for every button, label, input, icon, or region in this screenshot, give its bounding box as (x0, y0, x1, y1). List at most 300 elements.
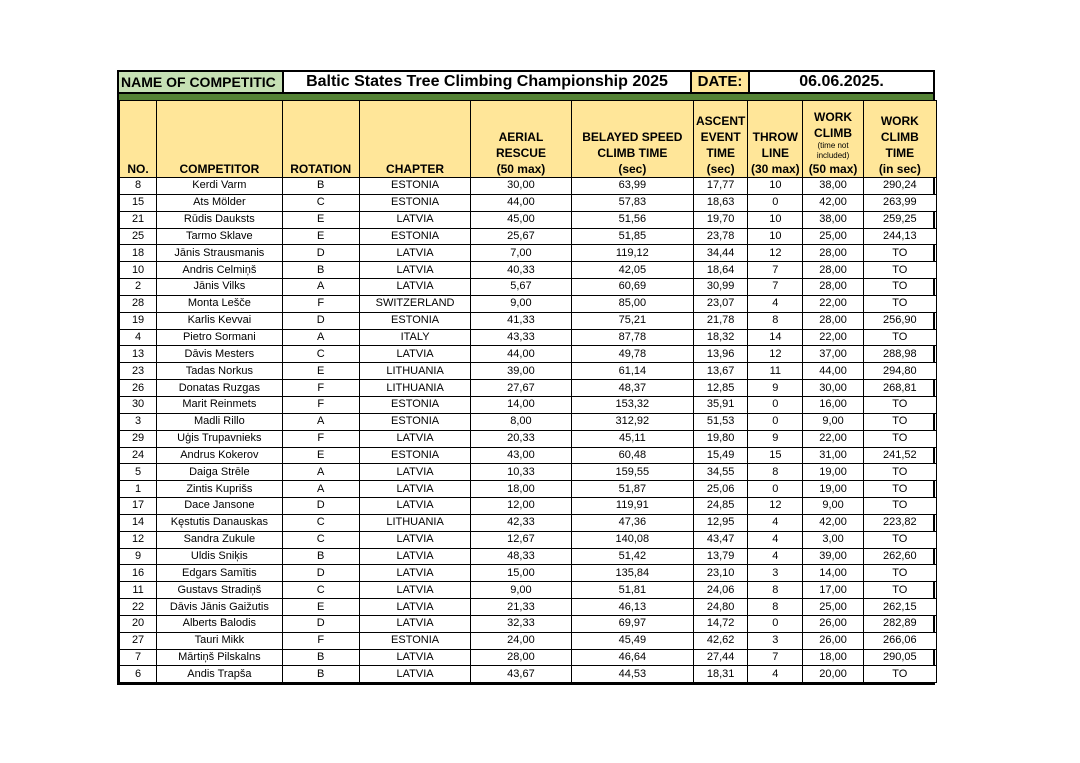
cell-belayed: 135,84 (571, 565, 693, 582)
cell-workclimb: 25,00 (803, 228, 863, 245)
cell-no: 28 (120, 295, 157, 312)
cell-no: 10 (120, 262, 157, 279)
cell-throw: 9 (748, 380, 803, 397)
cell-chapter: LATVIA (359, 582, 470, 599)
cell-competitor: Andis Trapša (157, 666, 282, 683)
cell-ascent: 13,96 (694, 346, 748, 363)
cell-workclimb: 38,00 (803, 178, 863, 195)
cell-worktime: 290,24 (863, 178, 936, 195)
cell-worktime: 256,90 (863, 312, 936, 329)
cell-aerial: 40,33 (471, 262, 571, 279)
cell-worktime: 262,60 (863, 548, 936, 565)
cell-ascent: 42,62 (694, 632, 748, 649)
cell-ascent: 14,72 (694, 615, 748, 632)
competition-name: Baltic States Tree Climbing Championship 2025 (284, 72, 692, 92)
cell-worktime: 244,13 (863, 228, 936, 245)
cell-ascent: 13,79 (694, 548, 748, 565)
cell-throw: 12 (748, 245, 803, 262)
cell-ascent: 18,64 (694, 262, 748, 279)
date-label: DATE: (692, 72, 750, 92)
cell-belayed: 48,37 (571, 380, 693, 397)
table-row (120, 649, 937, 666)
cell-worktime: 294,80 (863, 363, 936, 380)
cell-belayed: 45,11 (571, 430, 693, 447)
cell-worktime: TO (863, 582, 936, 599)
cell-no: 20 (120, 615, 157, 632)
cell-chapter: LATVIA (359, 649, 470, 666)
cell-no: 19 (120, 312, 157, 329)
cell-worktime: TO (863, 295, 936, 312)
cell-workclimb: 28,00 (803, 262, 863, 279)
cell-chapter: ESTONIA (359, 228, 470, 245)
cell-belayed: 51,87 (571, 481, 693, 498)
cell-worktime: 266,06 (863, 632, 936, 649)
cell-belayed: 49,78 (571, 346, 693, 363)
cell-worktime: TO (863, 498, 936, 515)
cell-throw: 7 (748, 279, 803, 296)
cell-no: 2 (120, 279, 157, 296)
cell-belayed: 46,13 (571, 599, 693, 616)
cell-workclimb: 16,00 (803, 396, 863, 413)
cell-ascent: 23,78 (694, 228, 748, 245)
table-row (120, 582, 937, 599)
table-row (120, 228, 937, 245)
cell-chapter: LITHUANIA (359, 514, 470, 531)
table-row (120, 481, 937, 498)
cell-no: 8 (120, 178, 157, 195)
cell-belayed: 60,48 (571, 447, 693, 464)
cell-aerial: 8,00 (471, 413, 571, 430)
cell-competitor: Dāvis Mesters (157, 346, 282, 363)
cell-no: 25 (120, 228, 157, 245)
col-header-no: NO. (120, 101, 157, 178)
cell-belayed: 57,83 (571, 194, 693, 211)
cell-workclimb: 19,00 (803, 481, 863, 498)
cell-chapter: ESTONIA (359, 194, 470, 211)
cell-ascent: 12,85 (694, 380, 748, 397)
cell-workclimb: 18,00 (803, 649, 863, 666)
table-row (120, 464, 937, 481)
cell-competitor: Dace Jansone (157, 498, 282, 515)
cell-workclimb: 26,00 (803, 632, 863, 649)
cell-worktime: TO (863, 430, 936, 447)
cell-ascent: 23,07 (694, 295, 748, 312)
cell-competitor: Uldis Sniķis (157, 548, 282, 565)
cell-throw: 10 (748, 211, 803, 228)
cell-aerial: 9,00 (471, 582, 571, 599)
cell-ascent: 15,49 (694, 447, 748, 464)
cell-throw: 10 (748, 178, 803, 195)
cell-ascent: 17,77 (694, 178, 748, 195)
cell-belayed: 75,21 (571, 312, 693, 329)
table-row (120, 380, 937, 397)
cell-no: 13 (120, 346, 157, 363)
cell-competitor: Uģis Trupavnieks (157, 430, 282, 447)
cell-rotation: B (282, 262, 359, 279)
table-row (120, 194, 937, 211)
cell-ascent: 34,55 (694, 464, 748, 481)
cell-workclimb: 38,00 (803, 211, 863, 228)
table-row (120, 599, 937, 616)
table-row (120, 565, 937, 582)
cell-worktime: 268,81 (863, 380, 936, 397)
cell-aerial: 21,33 (471, 599, 571, 616)
cell-chapter: ESTONIA (359, 632, 470, 649)
table-row (120, 666, 937, 683)
cell-ascent: 24,85 (694, 498, 748, 515)
cell-belayed: 60,69 (571, 279, 693, 296)
cell-ascent: 23,10 (694, 565, 748, 582)
cell-chapter: LATVIA (359, 211, 470, 228)
cell-chapter: LATVIA (359, 464, 470, 481)
cell-aerial: 41,33 (471, 312, 571, 329)
cell-workclimb: 22,00 (803, 295, 863, 312)
col-header-work-climb-time: WORK CLIMB TIME (in sec) (863, 101, 936, 178)
cell-belayed: 159,55 (571, 464, 693, 481)
cell-worktime: TO (863, 565, 936, 582)
cell-chapter: ESTONIA (359, 413, 470, 430)
cell-belayed: 85,00 (571, 295, 693, 312)
cell-workclimb: 9,00 (803, 498, 863, 515)
cell-throw: 3 (748, 565, 803, 582)
cell-ascent: 24,80 (694, 599, 748, 616)
cell-chapter: ESTONIA (359, 396, 470, 413)
cell-rotation: F (282, 632, 359, 649)
cell-worktime: TO (863, 464, 936, 481)
cell-worktime: 223,82 (863, 514, 936, 531)
cell-belayed: 46,64 (571, 649, 693, 666)
table-row (120, 312, 937, 329)
cell-aerial: 18,00 (471, 481, 571, 498)
cell-aerial: 7,00 (471, 245, 571, 262)
table-row (120, 548, 937, 565)
col-header-rotation: ROTATION (282, 101, 359, 178)
cell-rotation: D (282, 245, 359, 262)
cell-throw: 10 (748, 228, 803, 245)
cell-belayed: 44,53 (571, 666, 693, 683)
cell-workclimb: 22,00 (803, 430, 863, 447)
cell-throw: 7 (748, 649, 803, 666)
cell-rotation: E (282, 211, 359, 228)
cell-no: 14 (120, 514, 157, 531)
cell-no: 26 (120, 380, 157, 397)
cell-ascent: 35,91 (694, 396, 748, 413)
cell-worktime: 288,98 (863, 346, 936, 363)
cell-chapter: LATVIA (359, 548, 470, 565)
table-row (120, 413, 937, 430)
cell-aerial: 45,00 (471, 211, 571, 228)
cell-chapter: LATVIA (359, 666, 470, 683)
cell-throw: 12 (748, 498, 803, 515)
cell-worktime: TO (863, 262, 936, 279)
cell-worktime: 241,52 (863, 447, 936, 464)
cell-no: 9 (120, 548, 157, 565)
cell-worktime: 282,89 (863, 615, 936, 632)
cell-competitor: Kęstutis Danauskas (157, 514, 282, 531)
cell-competitor: Gustavs Stradiņš (157, 582, 282, 599)
cell-rotation: A (282, 464, 359, 481)
cell-competitor: Karlis Kevvai (157, 312, 282, 329)
cell-competitor: Jānis Strausmanis (157, 245, 282, 262)
cell-no: 17 (120, 498, 157, 515)
cell-rotation: F (282, 430, 359, 447)
cell-throw: 8 (748, 464, 803, 481)
cell-chapter: LITHUANIA (359, 380, 470, 397)
cell-aerial: 48,33 (471, 548, 571, 565)
cell-belayed: 51,81 (571, 582, 693, 599)
cell-aerial: 27,67 (471, 380, 571, 397)
cell-aerial: 15,00 (471, 565, 571, 582)
table-header-row (120, 101, 937, 178)
cell-workclimb: 20,00 (803, 666, 863, 683)
table-row (120, 396, 937, 413)
cell-rotation: B (282, 649, 359, 666)
cell-belayed: 47,36 (571, 514, 693, 531)
cell-workclimb: 28,00 (803, 312, 863, 329)
cell-worktime: TO (863, 481, 936, 498)
cell-workclimb: 42,00 (803, 514, 863, 531)
cell-competitor: Dāvis Jānis Gaižutis (157, 599, 282, 616)
cell-worktime: TO (863, 279, 936, 296)
cell-ascent: 19,80 (694, 430, 748, 447)
cell-rotation: F (282, 380, 359, 397)
cell-ascent: 13,67 (694, 363, 748, 380)
cell-belayed: 140,08 (571, 531, 693, 548)
table-row (120, 363, 937, 380)
cell-no: 11 (120, 582, 157, 599)
cell-throw: 4 (748, 514, 803, 531)
cell-workclimb: 39,00 (803, 548, 863, 565)
cell-throw: 8 (748, 582, 803, 599)
cell-competitor: Pietro Sormani (157, 329, 282, 346)
cell-worktime: 262,15 (863, 599, 936, 616)
cell-aerial: 30,00 (471, 178, 571, 195)
col-header-competitor: COMPETITOR (157, 101, 282, 178)
cell-chapter: LATVIA (359, 262, 470, 279)
cell-throw: 8 (748, 599, 803, 616)
cell-no: 29 (120, 430, 157, 447)
cell-competitor: Andris Celmiņš (157, 262, 282, 279)
cell-ascent: 18,32 (694, 329, 748, 346)
cell-chapter: LITHUANIA (359, 363, 470, 380)
cell-aerial: 24,00 (471, 632, 571, 649)
cell-ascent: 27,44 (694, 649, 748, 666)
cell-competitor: Andrus Kokerov (157, 447, 282, 464)
cell-no: 3 (120, 413, 157, 430)
col-header-work-climb: WORK CLIMB (time not included) (50 max) (803, 101, 863, 178)
cell-throw: 4 (748, 295, 803, 312)
cell-aerial: 39,00 (471, 363, 571, 380)
cell-no: 30 (120, 396, 157, 413)
cell-no: 23 (120, 363, 157, 380)
cell-belayed: 119,91 (571, 498, 693, 515)
cell-ascent: 24,06 (694, 582, 748, 599)
cell-rotation: E (282, 447, 359, 464)
cell-belayed: 42,05 (571, 262, 693, 279)
cell-chapter: ESTONIA (359, 178, 470, 195)
cell-aerial: 43,33 (471, 329, 571, 346)
table-row (120, 615, 937, 632)
cell-workclimb: 30,00 (803, 380, 863, 397)
table-row (120, 245, 937, 262)
cell-worktime: TO (863, 329, 936, 346)
cell-aerial: 44,00 (471, 194, 571, 211)
cell-aerial: 9,00 (471, 295, 571, 312)
cell-belayed: 51,85 (571, 228, 693, 245)
cell-workclimb: 26,00 (803, 615, 863, 632)
cell-competitor: Ats Mölder (157, 194, 282, 211)
cell-rotation: B (282, 178, 359, 195)
cell-rotation: A (282, 329, 359, 346)
table-row (120, 178, 937, 195)
cell-no: 1 (120, 481, 157, 498)
cell-no: 6 (120, 666, 157, 683)
cell-aerial: 25,67 (471, 228, 571, 245)
cell-throw: 0 (748, 615, 803, 632)
cell-chapter: LATVIA (359, 565, 470, 582)
col-header-chapter: CHAPTER (359, 101, 470, 178)
cell-throw: 0 (748, 481, 803, 498)
cell-belayed: 153,32 (571, 396, 693, 413)
cell-competitor: Sandra Zukule (157, 531, 282, 548)
cell-competitor: Marit Reinmets (157, 396, 282, 413)
cell-workclimb: 19,00 (803, 464, 863, 481)
cell-chapter: LATVIA (359, 599, 470, 616)
cell-throw: 3 (748, 632, 803, 649)
cell-throw: 8 (748, 312, 803, 329)
cell-worktime: 263,99 (863, 194, 936, 211)
cell-no: 5 (120, 464, 157, 481)
cell-aerial: 28,00 (471, 649, 571, 666)
cell-chapter: LATVIA (359, 531, 470, 548)
table-row (120, 295, 937, 312)
results-body (120, 178, 937, 683)
cell-belayed: 87,78 (571, 329, 693, 346)
table-row (120, 262, 937, 279)
cell-ascent: 30,99 (694, 279, 748, 296)
cell-rotation: F (282, 396, 359, 413)
cell-competitor: Alberts Balodis (157, 615, 282, 632)
cell-rotation: C (282, 514, 359, 531)
cell-workclimb: 31,00 (803, 447, 863, 464)
date-value: 06.06.2025. (799, 73, 884, 90)
cell-no: 24 (120, 447, 157, 464)
cell-belayed: 61,14 (571, 363, 693, 380)
cell-throw: 14 (748, 329, 803, 346)
cell-competitor: Monta Lešče (157, 295, 282, 312)
cell-rotation: C (282, 582, 359, 599)
cell-aerial: 32,33 (471, 615, 571, 632)
cell-competitor: Zintis Kuprišs (157, 481, 282, 498)
cell-throw: 0 (748, 194, 803, 211)
cell-rotation: A (282, 279, 359, 296)
cell-ascent: 12,95 (694, 514, 748, 531)
table-row (120, 211, 937, 228)
cell-competitor: Donatas Ruzgas (157, 380, 282, 397)
cell-workclimb: 37,00 (803, 346, 863, 363)
cell-aerial: 12,00 (471, 498, 571, 515)
results-table-wrapper (117, 100, 935, 685)
cell-throw: 4 (748, 666, 803, 683)
cell-aerial: 44,00 (471, 346, 571, 363)
cell-competitor: Madli Rillo (157, 413, 282, 430)
cell-workclimb: 28,00 (803, 245, 863, 262)
title-bar (117, 70, 935, 94)
cell-worktime: TO (863, 531, 936, 548)
cell-no: 7 (120, 649, 157, 666)
cell-rotation: B (282, 548, 359, 565)
cell-competitor: Tadas Norkus (157, 363, 282, 380)
cell-chapter: LATVIA (359, 615, 470, 632)
cell-aerial: 43,00 (471, 447, 571, 464)
table-row (120, 514, 937, 531)
table-row (120, 531, 937, 548)
table-row (120, 447, 937, 464)
cell-throw: 0 (748, 413, 803, 430)
cell-ascent: 34,44 (694, 245, 748, 262)
cell-aerial: 10,33 (471, 464, 571, 481)
table-row (120, 329, 937, 346)
cell-belayed: 63,99 (571, 178, 693, 195)
cell-competitor: Edgars Samītis (157, 565, 282, 582)
cell-chapter: LATVIA (359, 430, 470, 447)
cell-no: 4 (120, 329, 157, 346)
cell-worktime: TO (863, 413, 936, 430)
cell-competitor: Tauri Mikk (157, 632, 282, 649)
cell-worktime: 259,25 (863, 211, 936, 228)
cell-belayed: 51,56 (571, 211, 693, 228)
cell-throw: 12 (748, 346, 803, 363)
cell-workclimb: 3,00 (803, 531, 863, 548)
cell-belayed: 119,12 (571, 245, 693, 262)
cell-aerial: 43,67 (471, 666, 571, 683)
cell-rotation: E (282, 599, 359, 616)
cell-workclimb: 42,00 (803, 194, 863, 211)
cell-no: 18 (120, 245, 157, 262)
cell-chapter: LATVIA (359, 481, 470, 498)
cell-rotation: D (282, 498, 359, 515)
cell-aerial: 12,67 (471, 531, 571, 548)
cell-workclimb: 25,00 (803, 599, 863, 616)
cell-rotation: A (282, 413, 359, 430)
cell-workclimb: 9,00 (803, 413, 863, 430)
cell-workclimb: 14,00 (803, 565, 863, 582)
cell-chapter: ITALY (359, 329, 470, 346)
cell-ascent: 43,47 (694, 531, 748, 548)
cell-belayed: 69,97 (571, 615, 693, 632)
cell-competitor: Jānis Vilks (157, 279, 282, 296)
col-header-aerial-rescue: AERIAL RESCUE (50 max) (471, 101, 571, 178)
cell-rotation: E (282, 363, 359, 380)
cell-no: 16 (120, 565, 157, 582)
cell-chapter: SWITZERLAND (359, 295, 470, 312)
cell-throw: 11 (748, 363, 803, 380)
cell-competitor: Tarmo Sklave (157, 228, 282, 245)
cell-rotation: C (282, 531, 359, 548)
cell-ascent: 25,06 (694, 481, 748, 498)
cell-rotation: C (282, 194, 359, 211)
cell-chapter: LATVIA (359, 346, 470, 363)
cell-belayed: 45,49 (571, 632, 693, 649)
cell-rotation: D (282, 565, 359, 582)
cell-throw: 15 (748, 447, 803, 464)
cell-rotation: F (282, 295, 359, 312)
results-sheet (117, 70, 935, 685)
table-row (120, 346, 937, 363)
cell-worktime: TO (863, 396, 936, 413)
cell-ascent: 19,70 (694, 211, 748, 228)
cell-throw: 7 (748, 262, 803, 279)
